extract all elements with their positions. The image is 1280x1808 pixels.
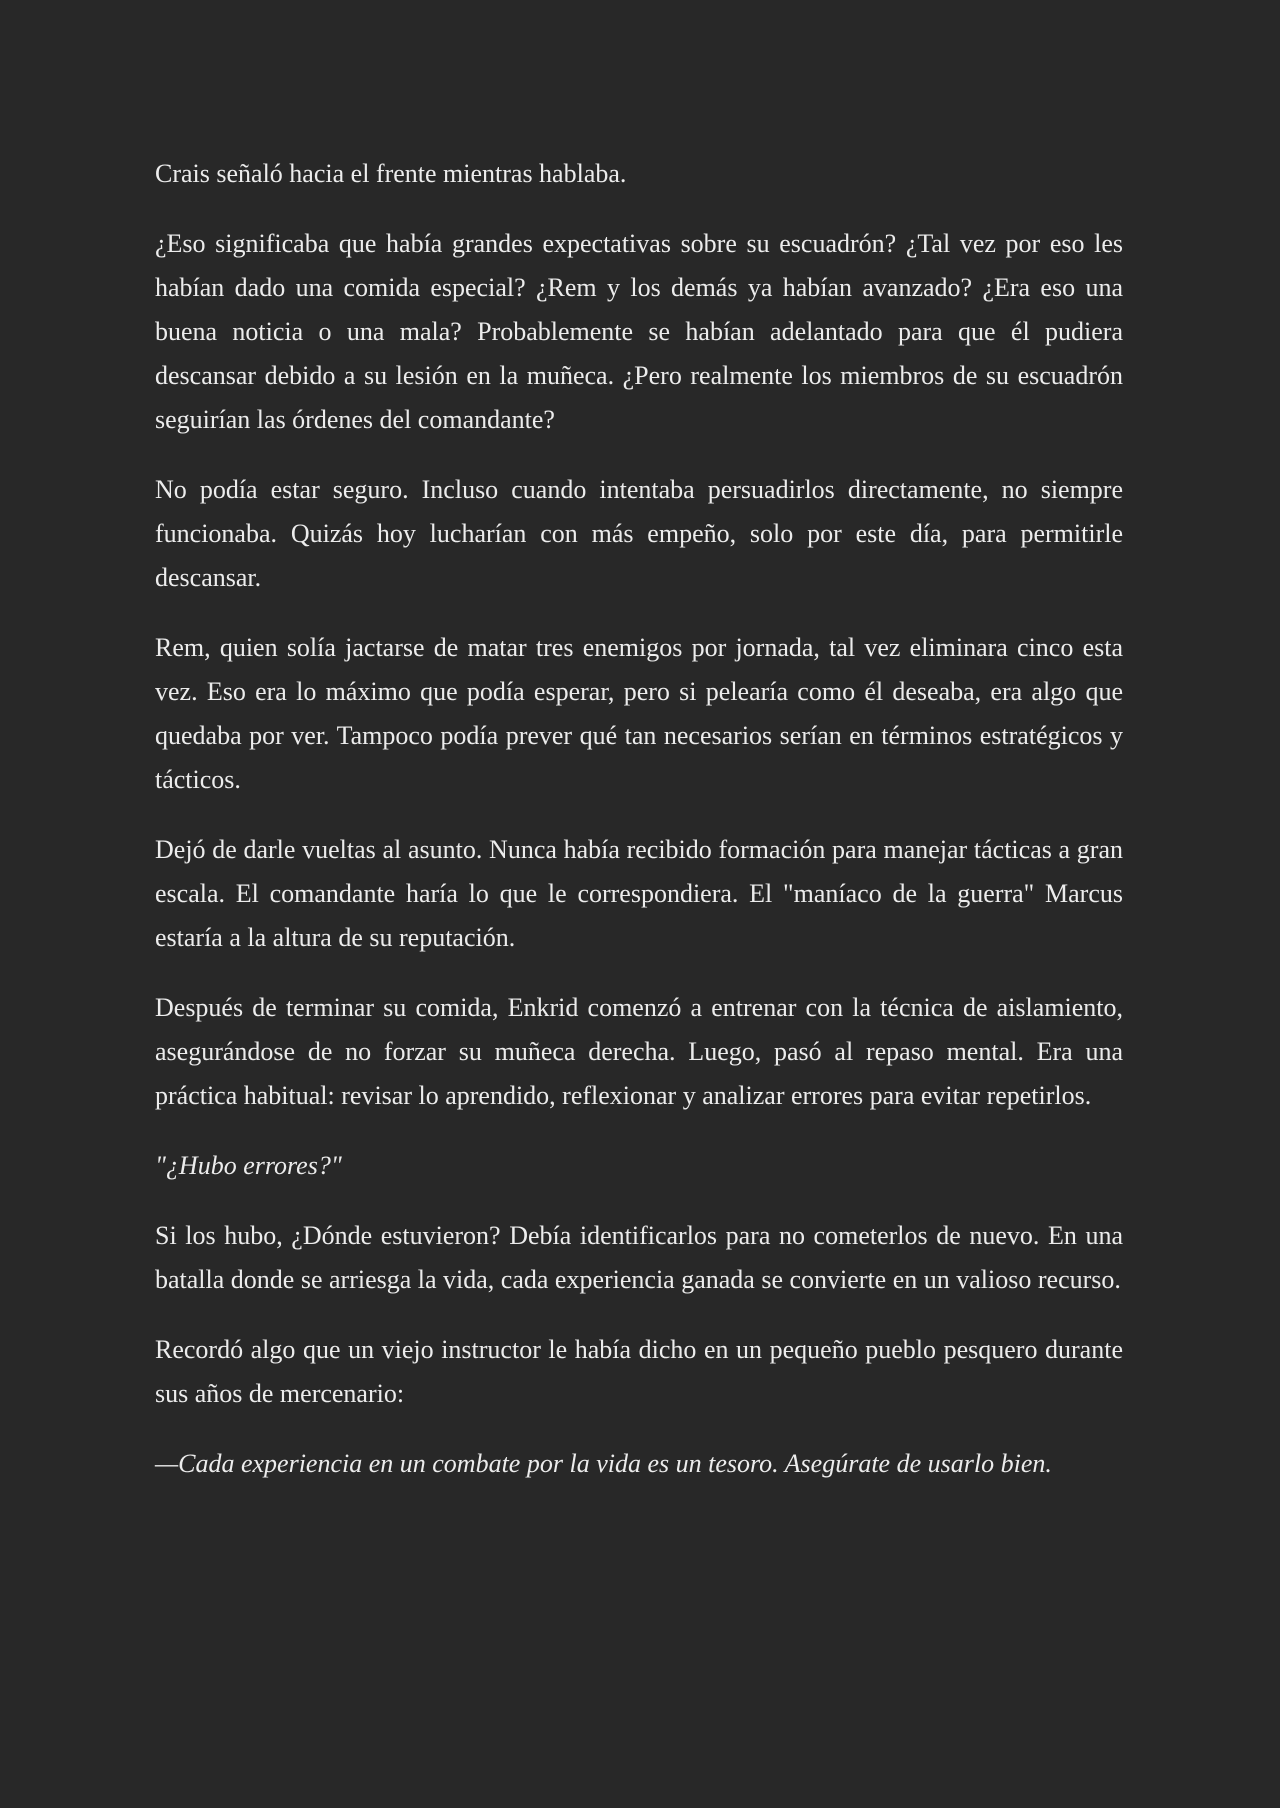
paragraph-2: ¿Eso significaba que había grandes expectativas sobre su escuadrón? ¿Tal vez por eso les habían dado una comida especial? ¿Rem y los demás ya habían avanzado? ¿Era eso una buena noticia o una mala? Probablemente se habían adelantado para que él pudiera descansar debido a su lesión en la muñeca. ¿Pero realmente los miembros de su escuadrón seguirían las órdenes del comandante? xyxy=(155,229,1123,434)
paragraph-4: Rem, quien solía jactarse de matar tres enemigos por jornada, tal vez eliminara cinco esta vez. Eso era lo máximo que podía esperar, pero si pelearía como él deseaba, era algo que quedaba por ver. Tampoco podía prever qué tan necesarios serían en términos estratégicos y tácticos. xyxy=(155,633,1123,794)
paragraph-9: Recordó algo que un viejo instructor le había dicho en un pequeño pueblo pesquero durante sus años de mercenario: xyxy=(155,1335,1123,1408)
paragraph-1: Crais señaló hacia el frente mientras hablaba. xyxy=(155,159,627,188)
paragraph-7-thought: "¿Hubo errores?" xyxy=(155,1151,342,1180)
paragraph-8: Si los hubo, ¿Dónde estuvieron? Debía identificarlos para no cometerlos de nuevo. En una batalla donde se arriesga la vida, cada experiencia ganada se convierte en un valioso recurso. xyxy=(155,1221,1123,1294)
paragraph-3: No podía estar seguro. Incluso cuando intentaba persuadirlos directamente, no siempre funcionaba. Quizás hoy lucharían con más empeño, solo por este día, para permitirle descansar. xyxy=(155,475,1123,592)
paragraph-10-quote: —Cada experiencia en un combate por la vida es un tesoro. Asegúrate de usarlo bien. xyxy=(155,1449,1052,1478)
paragraph-6: Después de terminar su comida, Enkrid comenzó a entrenar con la técnica de aislamiento, asegurándose de no forzar su muñeca derecha. Luego, pasó al repaso mental. Era una práctica habitual: revisar lo aprendido, reflexionar y analizar errores para evitar repetirlos. xyxy=(155,993,1123,1110)
chapter-text xyxy=(155,152,1123,1512)
paragraph-5: Dejó de darle vueltas al asunto. Nunca había recibido formación para manejar tácticas a gran escala. El comandante haría lo que le correspondiera. El "maníaco de la guerra" Marcus estaría a la altura de su reputación. xyxy=(155,835,1123,952)
